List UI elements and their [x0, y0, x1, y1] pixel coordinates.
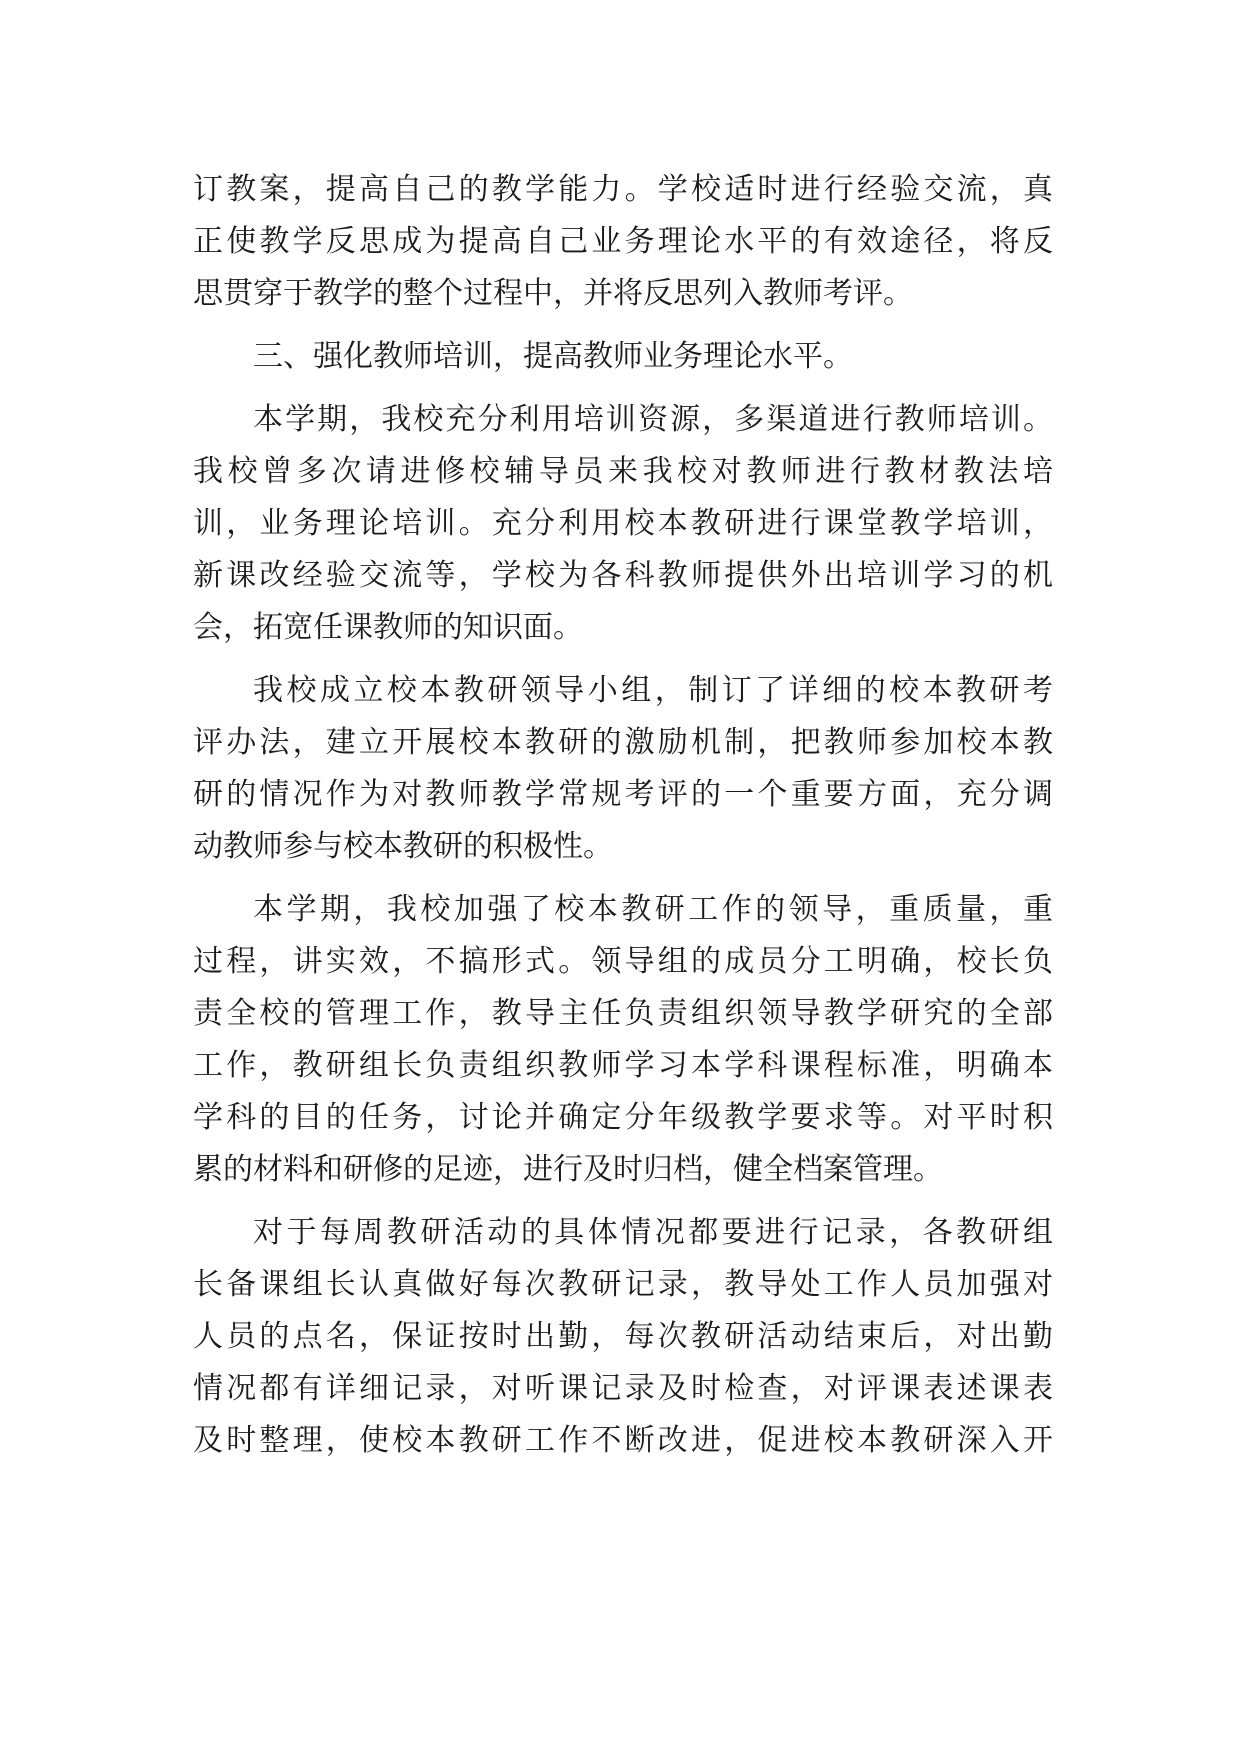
- text-line: 本学期，我校充分利用培训资源，多渠道进行教师培训。: [253, 402, 1053, 437]
- text-line: 长备课组长认真做好每次教研记录，教导处工作人员加强对: [193, 1267, 1053, 1302]
- paragraph: [193, 164, 1053, 320]
- text-line: 人员的点名，保证按时出勤，每次教研活动结束后，对出勤: [193, 1319, 1053, 1354]
- text-line: 过程，讲实效，不搞形式。领导组的成员分工明确，校长负: [193, 944, 1053, 979]
- paragraph: [193, 665, 1053, 873]
- text-line: 工作，教研组长负责组织教师学习本学科课程标准，明确本: [193, 1048, 1053, 1083]
- text-line: 对于每周教研活动的具体情况都要进行记录，各教研组: [253, 1215, 1053, 1250]
- text-line: 责全校的管理工作，教导主任负责组织领导教学研究的全部: [193, 996, 1053, 1031]
- document-body: [193, 164, 1053, 1467]
- text-line: 累的材料和研修的足迹，进行及时归档，健全档案管理。: [193, 1152, 943, 1187]
- text-line: 本学期，我校加强了校本教研工作的领导，重质量，重: [253, 892, 1053, 927]
- text-line: 三、强化教师培训，提高教师业务理论水平。: [253, 339, 853, 374]
- text-line: 思贯穿于教学的整个过程中，并将反思列入教师考评。: [193, 276, 913, 311]
- paragraph: [193, 1207, 1053, 1467]
- text-line: 及时整理，使校本教研工作不断改进，促进校本教研深入开: [193, 1423, 1053, 1458]
- text-line: 研的情况作为对教师教学常规考评的一个重要方面，充分调: [193, 777, 1053, 812]
- text-line: 我校成立校本教研领导小组，制订了详细的校本教研考: [253, 673, 1053, 708]
- text-line: 订教案，提高自己的教学能力。学校适时进行经验交流，真: [193, 172, 1053, 207]
- text-line: 正使教学反思成为提高自己业务理论水平的有效途径，将反: [193, 224, 1053, 259]
- text-line: 我校曾多次请进修校辅导员来我校对教师进行教材教法培: [193, 454, 1053, 489]
- section-heading: [193, 331, 1053, 383]
- paragraph: [193, 884, 1053, 1196]
- text-line: 新课改经验交流等，学校为各科教师提供外出培训学习的机: [193, 558, 1053, 593]
- text-line: 学科的目的任务，讨论并确定分年级教学要求等。对平时积: [193, 1100, 1053, 1135]
- paragraph: [193, 394, 1053, 654]
- text-line: 训，业务理论培训。充分利用校本教研进行课堂教学培训，: [193, 506, 1053, 541]
- text-line: 情况都有详细记录，对听课记录及时检查，对评课表述课表: [193, 1371, 1053, 1406]
- text-line: 会，拓宽任课教师的知识面。: [193, 610, 583, 645]
- text-line: 评办法，建立开展校本教研的激励机制，把教师参加校本教: [193, 725, 1053, 760]
- text-line: 动教师参与校本教研的积极性。: [193, 829, 613, 864]
